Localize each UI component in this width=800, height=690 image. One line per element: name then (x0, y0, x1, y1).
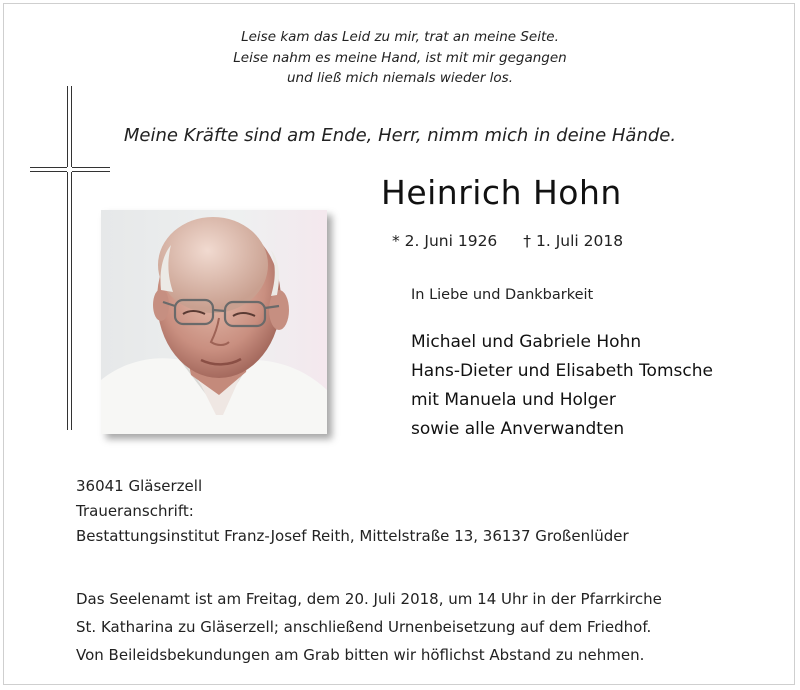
address-block (76, 474, 629, 549)
mourner-line: Michael und Gabriele Hohn (411, 332, 642, 352)
poem-line: Leise nahm es meine Hand, ist mit mir gegangen (233, 49, 567, 66)
poem (0, 27, 800, 89)
birth-date: * 2. Juni 1926 (392, 232, 498, 250)
mourner-line: Hans-Dieter und Elisabeth Tomsche (411, 361, 713, 381)
cross-intersection (67, 167, 72, 172)
notice-line: St. Katharina zu Gläserzell; anschließend Urnenbeisetzung auf dem Friedhof. (76, 618, 652, 636)
life-dates (392, 232, 623, 250)
mourners-list (411, 328, 713, 444)
notice-line: Von Beileidsbekundungen am Grab bitten wir höflichst Abstand zu nehmen. (76, 646, 645, 664)
cross-vertical-beam (67, 86, 72, 430)
deceased-name: Heinrich Hohn (381, 173, 622, 212)
dedication: In Liebe und Dankbarkeit (411, 287, 594, 303)
residence: 36041 Gläserzell (76, 477, 203, 495)
notice-line: Das Seelenamt ist am Freitag, dem 20. Juli 2018, um 14 Uhr in der Pfarrkirche (76, 590, 662, 608)
service-notice (76, 585, 662, 669)
death-date: † 1. Juli 2018 (523, 232, 624, 250)
poem-line: Leise kam das Leid zu mir, trat an meine Seite. (241, 29, 559, 45)
bible-verse: Meine Kräfte sind am Ende, Herr, nimm mich in deine Hände. (123, 125, 677, 146)
mourner-line: mit Manuela und Holger (411, 390, 616, 410)
portrait-photo (101, 210, 327, 434)
mourning-address: Bestattungsinstitut Franz-Josef Reith, Mittelstraße 13, 36137 Großenlüder (76, 527, 629, 545)
mourner-line: sowie alle Anverwandten (411, 419, 625, 439)
poem-line: und ließ mich niemals wieder los. (286, 70, 513, 86)
mourning-address-label: Traueranschrift: (76, 502, 194, 520)
